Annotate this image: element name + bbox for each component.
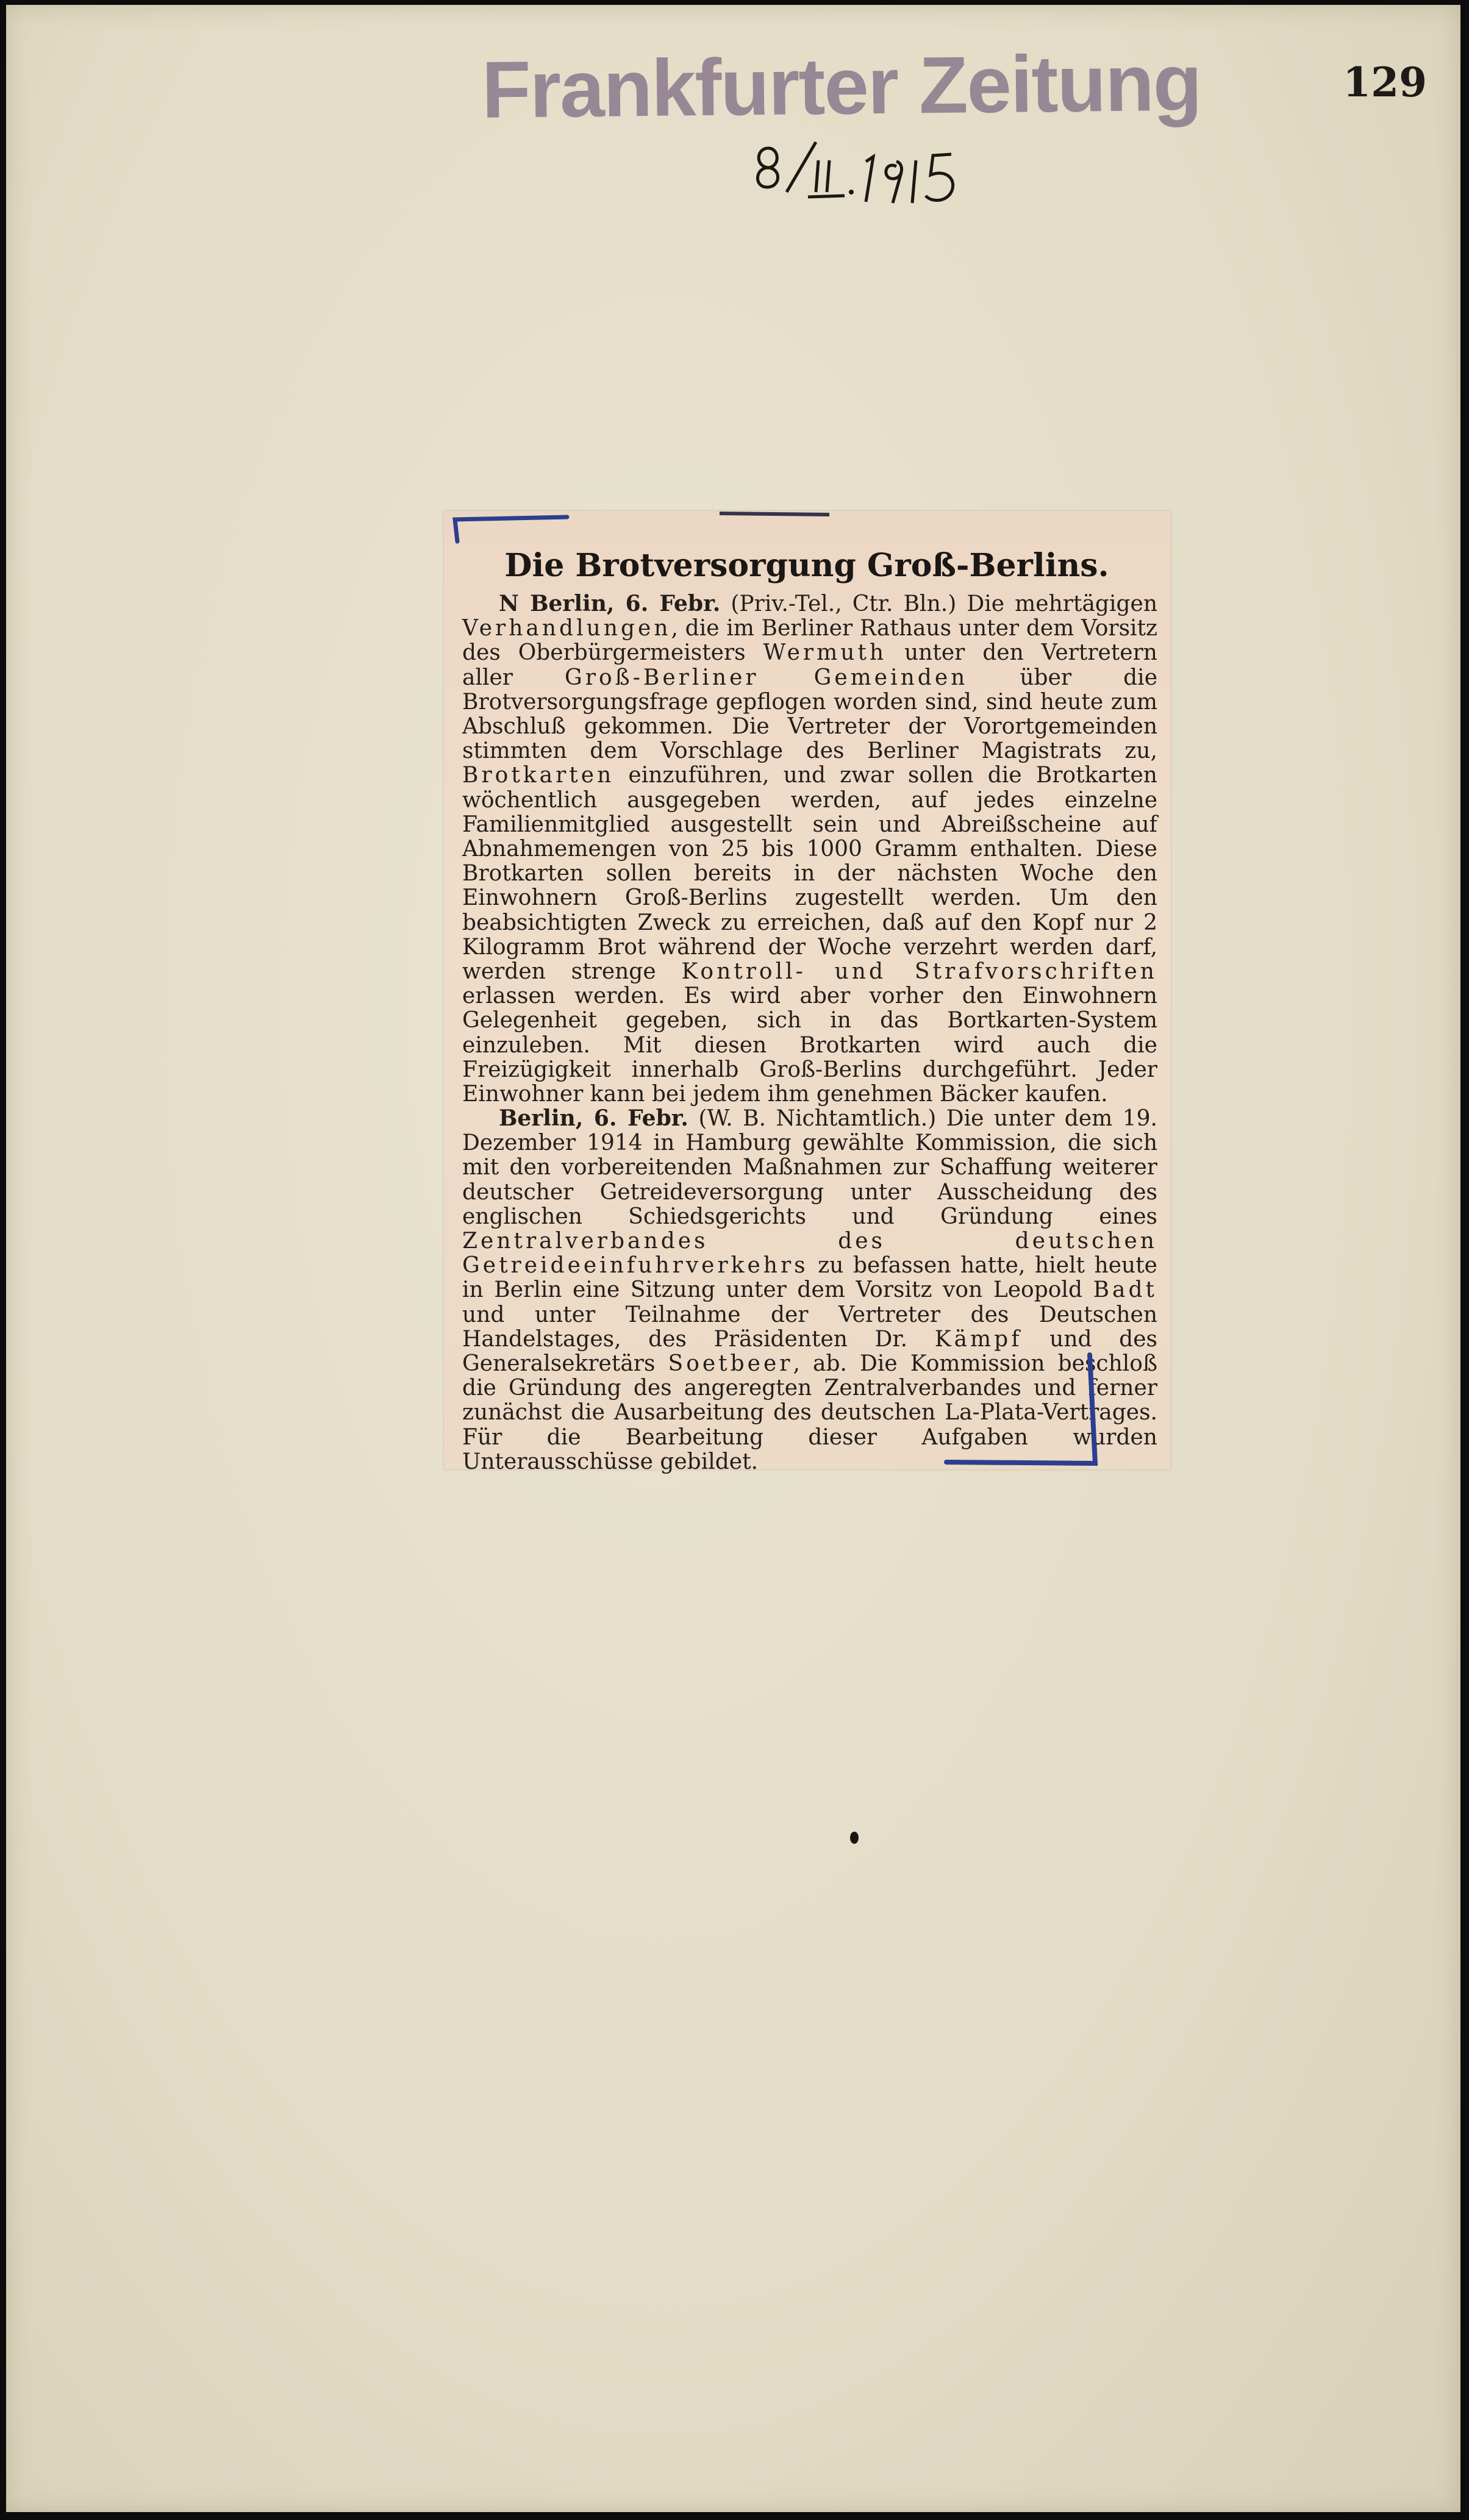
text: erlassen werden. Es wird aber vorher den Einwohnern Gelegenheit gegeben, sich in das Bortkarten-System einzuleben. Mit diesen Brotkarten wird auch die Freizügigkeit innerhalb Groß-Berlins durchgeführt. Jeder Einwohner kann bei jedem ihm genehmen Bäcker kaufen. [462,983,1157,1107]
dateline: N Berlin, 6. Febr. [499,591,721,616]
text: , ab. Die Kommission beschloß die Gründung des angeregten Zentralverbandes und ferner zunächst die Ausarbeitung des deutschen La-Plata-Vertrages. Für die Bearbeitung dieser Aufgaben wurden Unterausschüsse gebildet. [462,1351,1157,1474]
spaced-term: Wermuth [763,640,887,666]
spaced-term: Groß-Berliner Gemeinden [565,665,968,690]
dateline: Berlin, 6. Febr. [499,1105,688,1131]
text: Die unter dem 19. Dezember 1914 in Hamburg gewählte Kommission, die sich mit den vorbereitenden Maßnahmen zur Schaffung weiterer deutscher Getreideversorgung unter Ausscheidung des englischen Schiedsgerichts und Gründung eines [462,1106,1157,1229]
handwritten-date [744,124,1000,221]
spaced-term: Badt [1093,1277,1157,1303]
spaced-term: Soetbeer [668,1351,793,1377]
spaced-term: Verhandlungen [462,616,671,641]
text: zu befassen hatte, hielt heute in Berlin eine Sitzung unter dem Vorsitz von Leopold [462,1253,1157,1303]
text: einzuführen, und zwar sollen die Brotkarten wöchentlich ausgegeben werden, auf jedes einzelne Familienmitglied ausgestellt sein und Abreißscheine auf Abnahmemengen von 25 bis 1000 Gramm enthalten. Diese Brotkarten sollen bereits in der nächsten Woche den Einwohnern Groß-Berlins zugestellt werden. Um den beabsichtigten Zweck zu erreichen, daß auf den Kopf nur 2 Kilogramm Brot während der Woche verzehrt werden darf, werden strenge [462,763,1157,985]
newspaper-clipping [444,511,1171,1474]
text: über die Brotversorgungsfrage gepflogen worden sind, sind heute zum Abschluß gekommen. Die Vertreter der Vorortgemeinden stimmten dem Vorschlage des Berliner Magistrats zu, [462,665,1157,764]
text: und unter Teilnahme der Vertreter des Deutschen Handelstages, des Präsidenten Dr. [462,1302,1157,1352]
spaced-term: Brotkarten [462,763,615,788]
text: , die im Berliner Rathaus unter dem Vorsitz des Oberbürgermeisters [462,616,1157,666]
text: unter den Vertretern aller [462,640,1157,690]
article-headline: Die Brotversorgung Groß-Berlins. [504,547,1109,584]
spaced-term: Kontroll- und Strafvorschriften [681,959,1157,985]
article-bread-supply [462,591,1157,1107]
page-number: 129 [1343,59,1427,106]
ink-dot [850,1832,859,1844]
article-grain-commission [462,1105,1157,1474]
newspaper-stamp: Frankfurter Zeitung [481,37,1202,135]
text: Die mehrtägigen [967,591,1157,616]
source: (W. B. Nichtamtlich.) [698,1106,937,1131]
spaced-term: Kämpf [934,1326,1023,1352]
source: (Priv.-Tel., Ctr. Bln.) [731,591,957,616]
text: und des Generalsekretärs [462,1326,1157,1377]
spaced-term: Zentralverbandes des deutschen Getreideeinfuhrverkehrs [462,1229,1157,1279]
